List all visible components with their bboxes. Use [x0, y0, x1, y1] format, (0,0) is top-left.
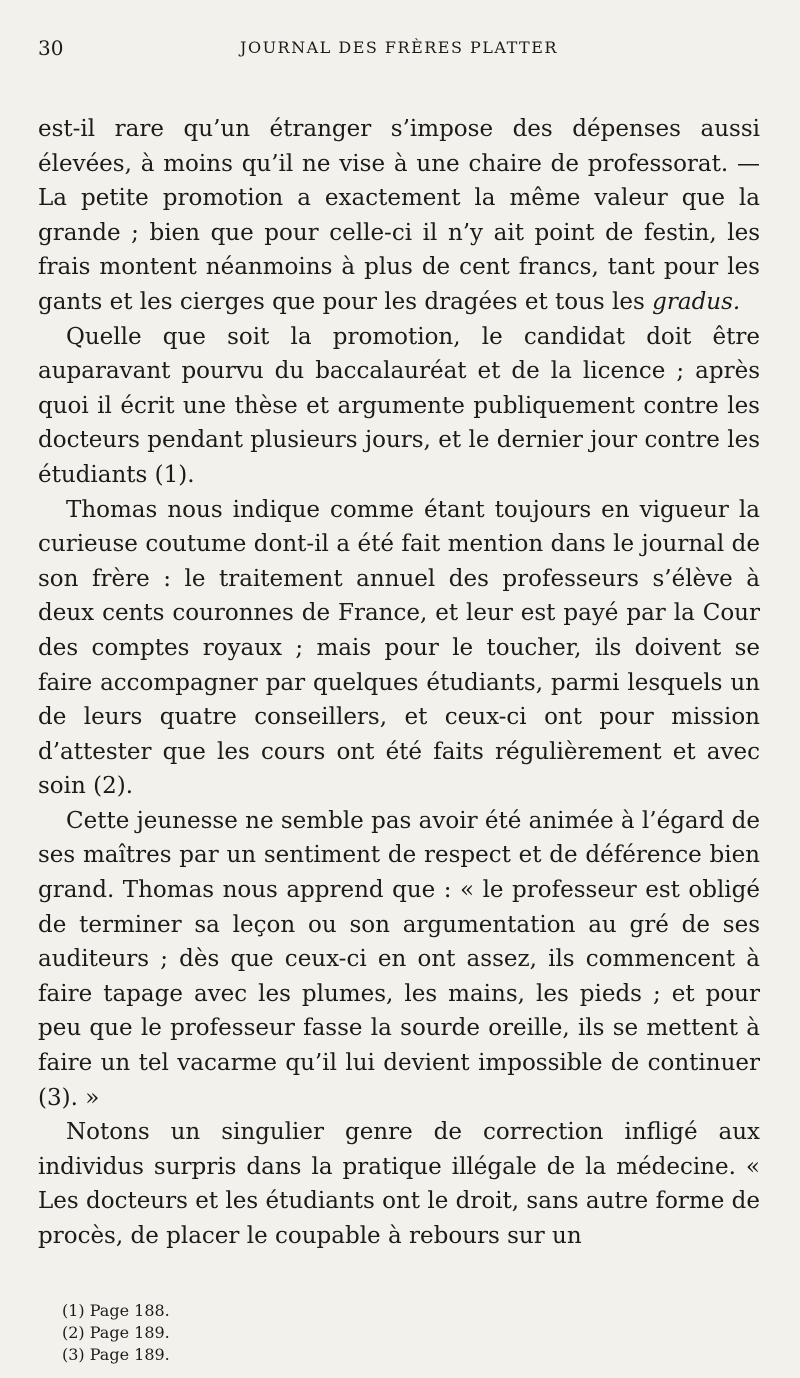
body-text [38, 112, 760, 1254]
footnote: (1) Page 188. [62, 1300, 170, 1320]
running-title: JOURNAL DES FRÈRES PLATTER [240, 38, 558, 57]
paragraph: Cette jeunesse ne semble pas avoir été animée à l’égard de ses maîtres par un sentiment de respect et de déférence bien grand. Thomas nous apprend que : « le professeur est obligé de terminer sa leçon ou son argumentation au gré de ses auditeurs ; dès que ceux-ci en ont assez, ils commencent à faire tapage avec les plumes, les mains, les pieds ; et pour peu que le professeur fasse la sourde oreille, ils se mettent à faire un tel vacarme qu’il lui devient impossible de continuer (3). » [38, 807, 760, 1111]
paragraph [38, 112, 760, 320]
footnotes [38, 1300, 760, 1366]
paragraph: Notons un singulier genre de correction infligé aux individus surpris dans la pratique illégale de la médecine. « Les docteurs et les étudiants ont le droit, sans autre forme de procès, de placer le coupable à rebours sur un [38, 1119, 760, 1249]
paragraph: Thomas nous indique comme étant toujours en vigueur la curieuse coutume dont-il a été fait mention dans le journal de son frère : le traitement annuel des professeurs s’élève à deux cents couronnes de France, et leur est payé par la Cour des comptes royaux ; mais pour le toucher, ils doivent se faire accompagner par quelques étudiants, parmi lesquels un de leurs quatre conseillers, et ceux-ci ont pour mission d’attester que les cours ont été faits régulièrement et avec soin (2). [38, 496, 760, 800]
page-number: 30 [38, 36, 64, 60]
italic-term: gradus. [652, 288, 741, 315]
paragraph: Quelle que soit la promotion, le candidat doit être auparavant pourvu du baccalauréat et de la licence ; après quoi il écrit une thèse et argumente publiquement contre les docteurs pendant plusieurs jours, et le dernier jour contre les étudiants (1). [38, 323, 760, 488]
footnote: (3) Page 189. [62, 1344, 170, 1364]
paragraph-text: est-il rare qu’un étranger s’impose des dépenses aussi élevées, à moins qu’il ne vise à une chaire de professorat. — La petite promotion a exactement la même valeur que la grande ; bien que pour celle-ci il n’y ait point de festin, les frais montent néanmoins à plus de cent francs, tant pour les gants et les cierges que pour les dragées et tous les [38, 116, 760, 315]
footnote: (2) Page 189. [62, 1322, 170, 1342]
running-head [38, 28, 760, 68]
